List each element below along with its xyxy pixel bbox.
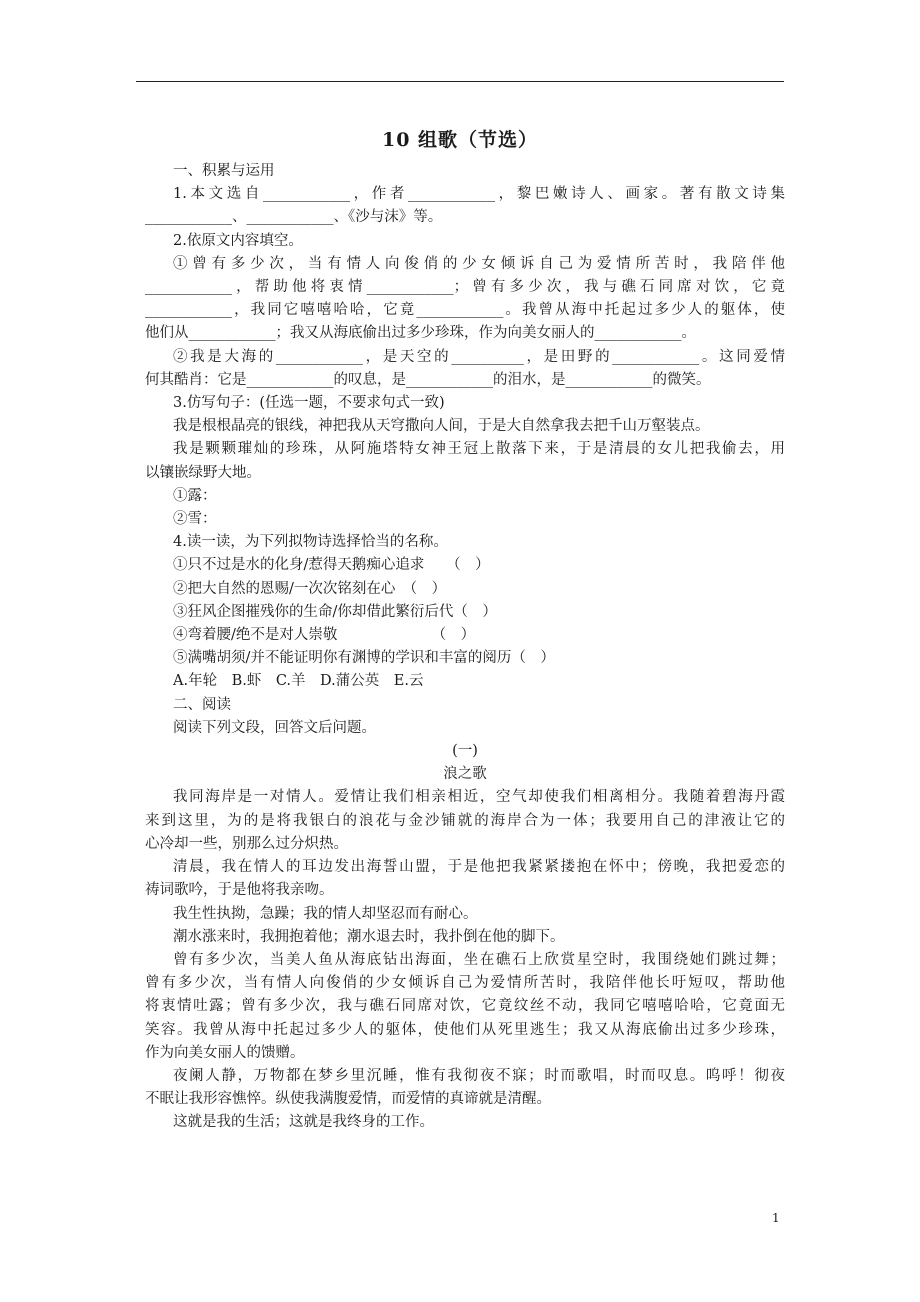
text-line: 以镶嵌绿野大地。	[145, 464, 261, 481]
text-line: 不眠让我形容憔悴。纵使我满腹爱情，而爱情的真谛就是清醒。	[145, 1091, 551, 1108]
text-line: 何其酷肖：它是____________的叹息，是____________的泪水，是____________的微笑。	[145, 371, 711, 388]
text-line: ____________，我同它嘻嘻哈哈，它竟____________。我曾从海中托起过多少人的躯体，使	[145, 302, 785, 319]
text-line: 我生性执拗，急躁；我的情人却坚忍而有耐心。	[173, 905, 478, 922]
page-title: 10 组歌（节选）	[381, 129, 539, 151]
text-line: 2.依原文内容填空。	[173, 232, 303, 249]
text-line: 心冷却一些，别那么过分炽热。	[145, 835, 348, 852]
text-line: 4.读一读，为下列拟物诗选择恰当的名称。	[173, 534, 448, 551]
text-line: 笑容。我曾从海中托起过多少人的躯体，使他们从死里逃生；我又从海底偷出过多少珍珠，	[145, 1021, 785, 1038]
text-line: ①露：	[173, 487, 217, 504]
text-line: ____________、____________、《沙与沫》等。	[145, 209, 443, 226]
text-line: (一)	[452, 743, 478, 760]
text-line: 夜阑人静，万物都在梦乡里沉睡，惟有我彻夜不寐；时而歌唱，时而叹息。呜呼！彻夜	[173, 1067, 785, 1084]
text-line: 这就是我的生活；这就是我终身的工作。	[173, 1114, 434, 1131]
text-line: 我是颗颗璀灿的珍珠，从阿施塔特女神王冠上散落下来，于是清晨的女儿把我偷去，用	[173, 441, 785, 458]
text-line: 浪之歌	[443, 766, 487, 783]
text-line: ④弯着腰/绝不是对人崇敬 （ ）	[173, 627, 476, 644]
text-line: 祷词歌吟，于是他将我亲吻。	[145, 882, 334, 899]
text-line: ②我是大海的____________，是天空的__________，是田野的____________。这同爱情	[173, 348, 785, 365]
text-line: 二、阅读	[173, 696, 231, 713]
text-line: ②雪：	[173, 511, 217, 528]
text-line: ①曾有多少次，当有情人向俊俏的少女倾诉自己为爱情所苦时，我陪伴他	[173, 255, 785, 272]
text-line: 1.本文选自____________，作者____________，黎巴嫩诗人、画家。著有散文诗集	[173, 186, 785, 203]
text-line: ____________，帮助他将衷情____________；曾有多少次，我与礁石同席对饮，它竟	[145, 279, 785, 296]
text-line: 他们从____________；我又从海底偷出过多少珍珠，作为向美女丽人的____________。	[145, 325, 696, 342]
text-line: 作为向美女丽人的馈赠。	[145, 1044, 305, 1061]
header-rule	[136, 81, 784, 82]
text-line: 曾有多少次，当美人鱼从海底钻出海面，坐在礁石上欣赏星空时，我围绕她们跳过舞；	[173, 951, 785, 968]
text-line: 来到这里，为的是将我银白的浪花与金沙铺就的海岸合为一体；我要用自己的津液让它的	[145, 812, 785, 829]
text-line: 曾有多少次，当有情人向俊俏的少女倾诉自己为爱情所苦时，我陪伴他长吁短叹，帮助他	[145, 975, 785, 992]
document-body	[145, 160, 785, 1135]
text-line: 我同海岸是一对情人。爱情让我们相亲相近，空气却使我们相离相分。我随着碧海丹霞	[173, 789, 785, 806]
text-line: 一、积累与运用	[173, 163, 275, 179]
text-line: ⑤满嘴胡须/并不能证明你有渊博的学识和丰富的阅历（ ）	[173, 650, 555, 667]
text-line: 清晨，我在情人的耳边发出海誓山盟，于是他把我紧紧搂抱在怀中；傍晚，我把爱恋的	[173, 859, 785, 876]
text-line: ③狂风企图摧残你的生命/你却借此繁衍后代（ ）	[173, 603, 497, 620]
text-line: A.年轮 B.虾 C.羊 D.蒲公英 E.云	[173, 673, 424, 690]
text-line: 我是根根晶亮的银线，神把我从天穹撒向人间，于是大自然拿我去把千山万壑装点。	[173, 418, 710, 435]
text-line: 3.仿写句子：(任选一题，不要求句式一致)	[173, 395, 445, 412]
text-line: ②把大自然的恩赐/一次次铭刻在心 （ ）	[173, 580, 447, 597]
text-line: ①只不过是水的化身/惹得天鹅痴心追求 （ ）	[173, 557, 490, 574]
page-number: 1	[772, 1211, 780, 1225]
text-line: 潮水涨来时，我拥抱着他；潮水退去时，我扑倒在他的脚下。	[173, 928, 565, 945]
text-line: 阅读下列文段，回答文后问题。	[173, 719, 376, 736]
text-line: 将衷情吐露；曾有多少次，我与礁石同席对饮，它竟纹丝不动，我同它嘻嘻哈哈，它竟面无	[145, 998, 785, 1015]
